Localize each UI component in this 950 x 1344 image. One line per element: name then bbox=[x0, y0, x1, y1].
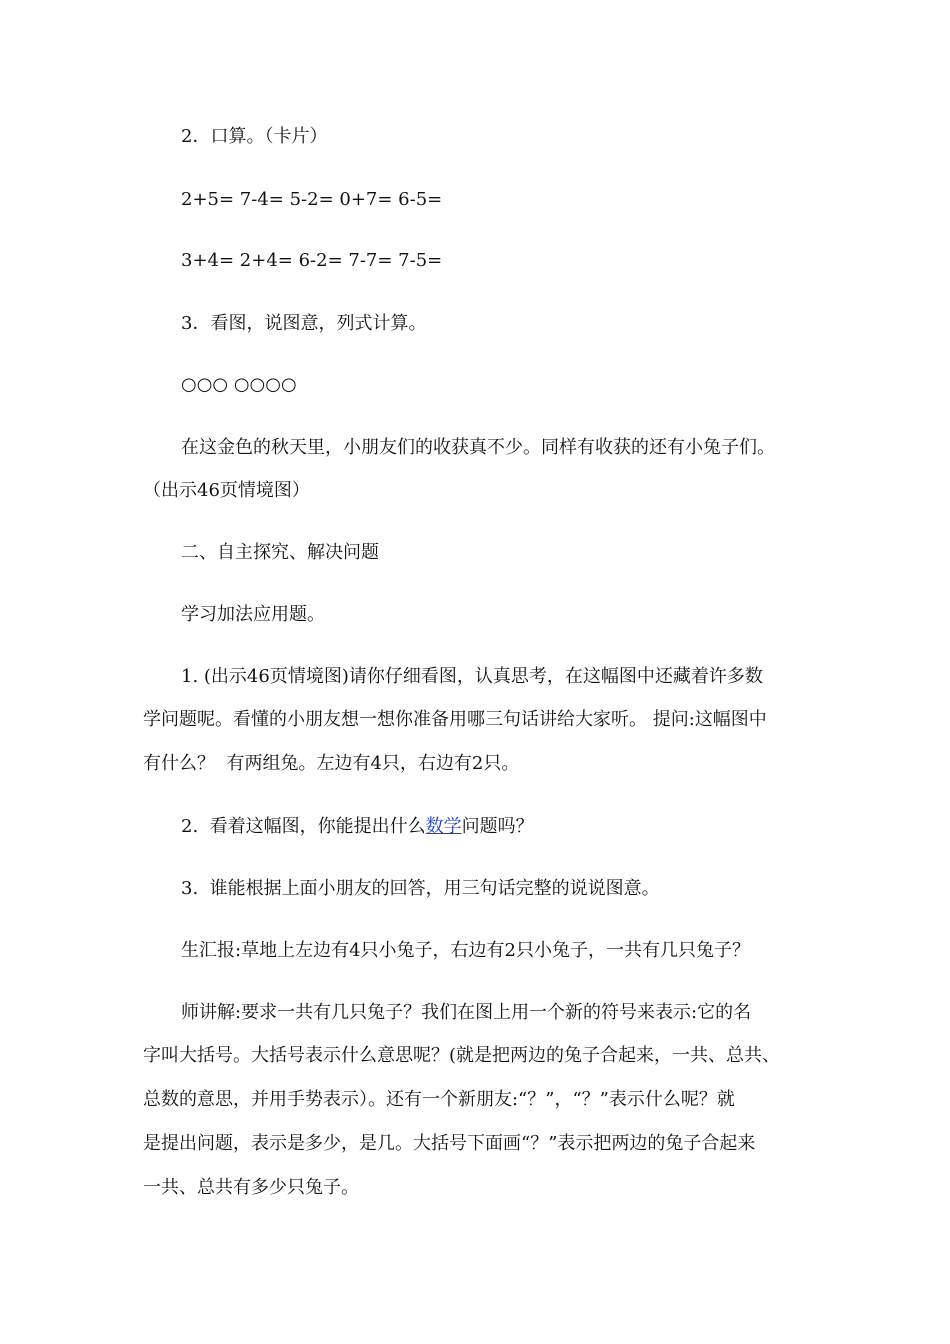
mental-math-row-2: 3+4= 2+4= 6-2= 7-7= 7-5= bbox=[181, 250, 443, 271]
circle-diagram: ○○○ ○○○○ bbox=[181, 374, 297, 395]
intro-paragraph-line-2: （出示46页情境图） bbox=[143, 480, 310, 501]
teacher-explanation-line-1: 师讲解:要求一共有几只兔子？我们在图上用一个新的符号来表示:它的名 bbox=[181, 1002, 752, 1023]
mental-math-row-1: 2+5= 7-4= 5-2= 0+7= 6-5= bbox=[181, 189, 443, 210]
paragraph-2-text-after: 问题吗？ bbox=[461, 816, 534, 837]
part-2-heading: 二、自主探究、解决问题 bbox=[181, 542, 379, 563]
learn-heading: 学习加法应用题。 bbox=[181, 604, 325, 625]
paragraph-2-text-before: 2. 看着这幅图，你能提出什么 bbox=[181, 816, 426, 837]
intro-paragraph-line-1: 在这金色的秋天里，小朋友们的收获真不少。同样有收获的还有小兔子们。 bbox=[181, 437, 775, 458]
section-3-heading: 3．看图，说图意，列式计算。 bbox=[181, 313, 427, 334]
teacher-explanation-line-4: 是提出问题，表示是多少，是几。大括号下面画“？”表示把两边的兔子合起来 bbox=[143, 1133, 756, 1154]
section-2-heading: 2．口算。（卡片） bbox=[181, 126, 328, 147]
paragraph-1-line-3: 有什么？ 有两组兔。左边有4只，右边有2只。 bbox=[143, 753, 520, 774]
teacher-explanation-line-2: 字叫大括号。大括号表示什么意思呢？(就是把两边的兔子合起来，一共、总共、 bbox=[143, 1045, 781, 1066]
paragraph-1-line-1: 1. (出示46页情境图)请你仔细看图，认真思考，在这幅图中还藏着许多数 bbox=[181, 666, 763, 687]
teacher-explanation-line-5: 一共、总共有多少只兔子。 bbox=[143, 1177, 359, 1198]
student-report: 生汇报:草地上左边有4只小兔子，右边有2只小兔子，一共有几只兔子？ bbox=[181, 940, 750, 961]
paragraph-1-line-2: 学问题呢。看懂的小朋友想一想你准备用哪三句话讲给大家听。 提问:这幅图中 bbox=[143, 709, 767, 730]
teacher-explanation-line-3: 总数的意思，并用手势表示）。还有一个新朋友:“？”，“？”表示什么呢？就 bbox=[143, 1089, 735, 1110]
paragraph-3: 3. 谁能根据上面小朋友的回答，用三句话完整的说说图意。 bbox=[181, 878, 660, 899]
math-link[interactable]: 数学 bbox=[425, 816, 462, 837]
paragraph-2 bbox=[181, 815, 534, 839]
